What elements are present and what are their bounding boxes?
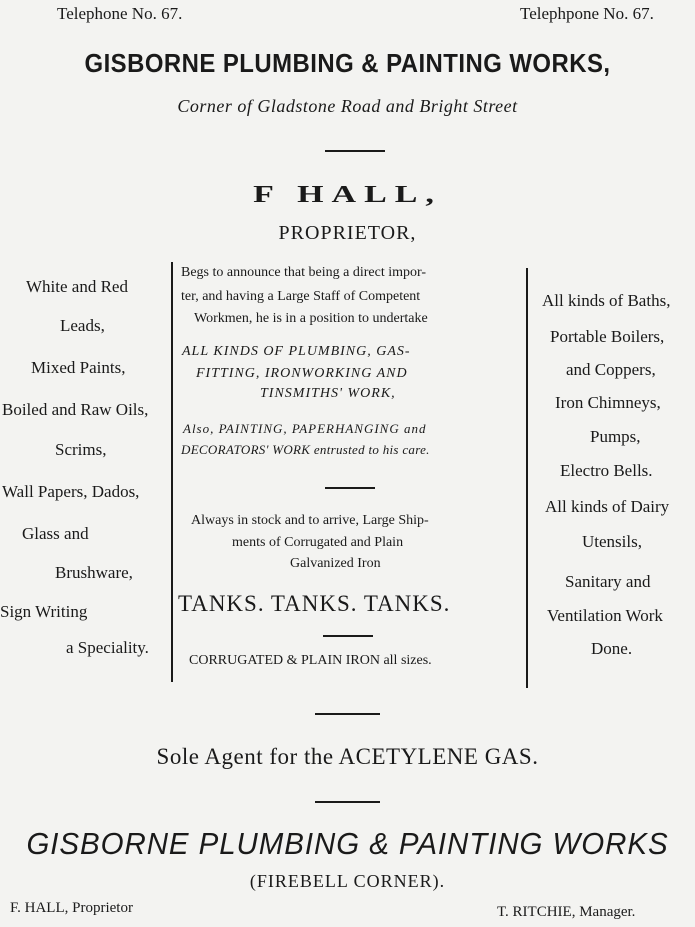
divider-rule [315,801,380,803]
right-item: All kinds of Dairy [545,497,670,516]
right-item: Iron Chimneys, [555,393,661,412]
intro-line: ter, and having a Large Staff of Competent [181,289,421,304]
intro-line: Workmen, he is in a position to undertake [194,311,428,326]
right-item: Utensils, [582,532,642,551]
sole-agent-line: Sole Agent for the ACETYLENE GAS. [156,744,539,769]
left-item: Mixed Paints, [31,358,126,377]
column-divider-right [526,268,528,688]
business-name-heading: GISBORNE PLUMBING & PAINTING WORKS, [84,48,611,78]
intro-line: Begs to announce that being a direct impor- [181,265,427,280]
services-line: ALL KINDS OF PLUMBING, GAS- [182,344,411,359]
footer-business-name: GISBORNE PLUMBING & PAINTING WORKS [26,826,669,861]
address-line: Corner of Gladstone Road and Bright Street [177,96,518,116]
left-item: Sign Writing [0,602,88,621]
right-item: and Coppers, [566,360,656,379]
telephone-left: Telephone No. 67. [57,4,183,23]
left-item: Wall Papers, Dados, [2,482,140,501]
footer-location: (FIREBELL CORNER). [249,871,446,891]
painting-line: DECORATORS' WORK entrusted to his care. [181,442,430,457]
divider-rule [323,635,373,637]
right-item: Electro Bells. [560,461,653,480]
left-item: a Speciality. [66,638,149,657]
tanks-line: TANKS. TANKS. TANKS. [178,591,451,616]
divider-rule [325,487,375,489]
stock-line: ments of Corrugated and Plain [232,535,404,550]
painting-line: Also, PAINTING, PAPERHANGING and [183,421,427,436]
proprietor-name: F HALL, [253,181,442,208]
right-item: Ventilation Work [547,606,663,625]
divider-rule [315,713,380,715]
services-line: TINSMITHS' WORK, [260,386,396,401]
right-item: Done. [591,639,633,658]
proprietor-title: PROPRIETOR, [278,222,417,244]
right-item: Pumps, [590,427,641,446]
right-item: All kinds of Baths, [542,291,671,310]
services-line: FITTING, IRONWORKING AND [196,366,408,381]
left-item: Leads, [60,316,105,335]
stock-line: Galvanized Iron [290,556,381,571]
telephone-right: Telephpone No. 67. [520,4,654,23]
left-item: Scrims, [55,440,107,459]
right-item: Sanitary and [565,572,651,591]
divider-rule [325,150,385,152]
column-divider-left [171,262,173,682]
right-item: Portable Boilers, [550,327,665,346]
left-item: Boiled and Raw Oils, [2,400,149,419]
left-item: Brushware, [55,563,133,582]
corrugated-line: CORRUGATED & PLAIN IRON all sizes. [189,653,432,668]
manager-signature: T. RITCHIE, Manager. [497,904,636,920]
stock-line: Always in stock and to arrive, Large Ship- [191,513,429,528]
left-item: White and Red [26,277,128,296]
left-item: Glass and [22,524,89,543]
proprietor-signature: F. HALL, Proprietor [10,900,133,916]
